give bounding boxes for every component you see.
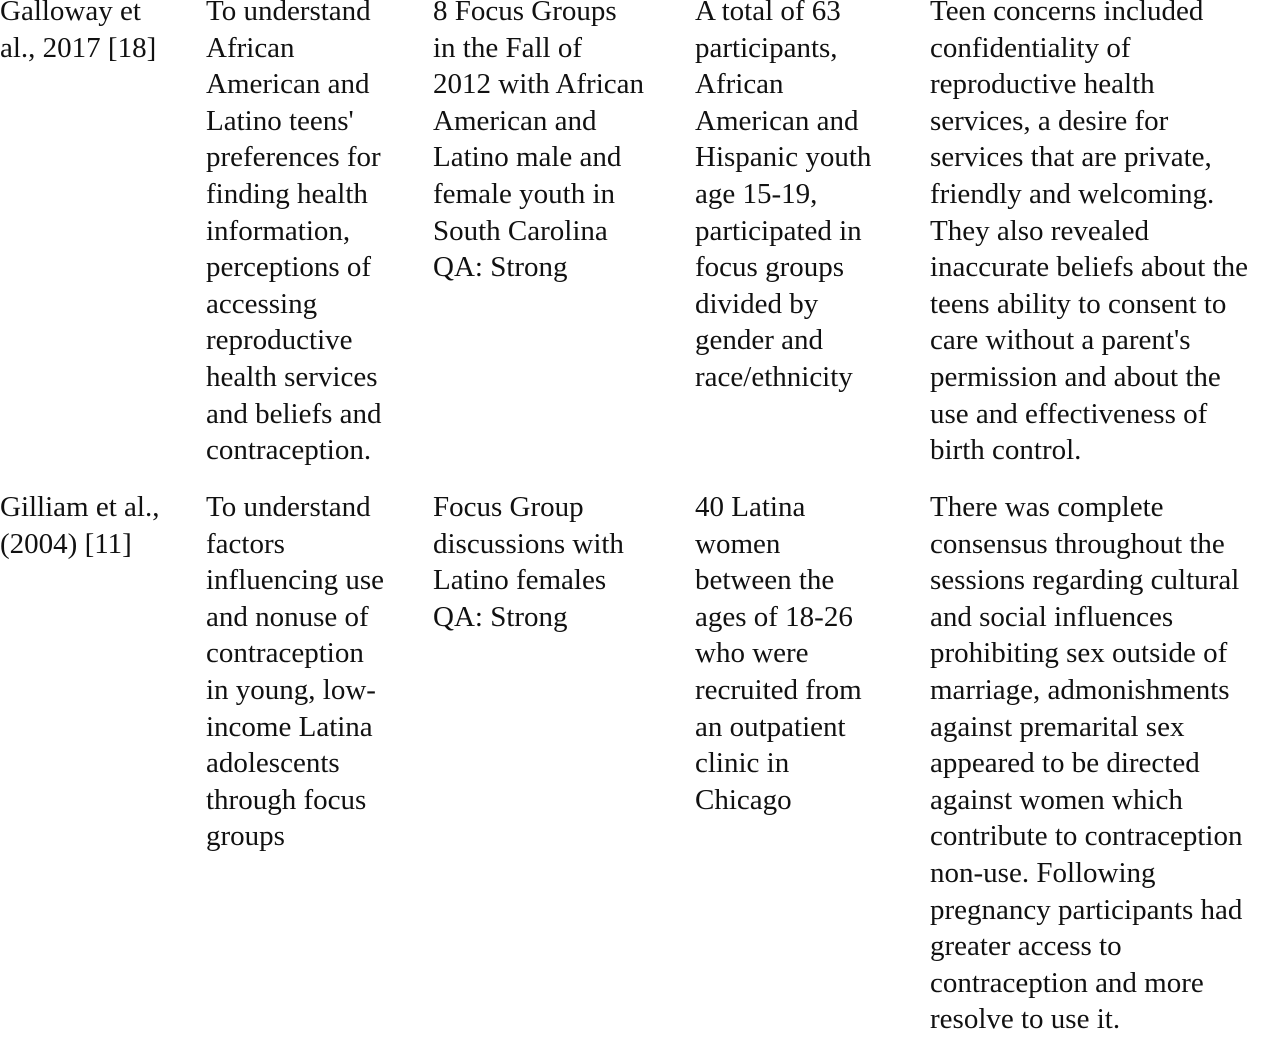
study-purpose-cell: To understand factors influencing use and nonuse of contraception in young, low- income Latina adolescents through focus groups (206, 491, 384, 853)
study-findings-cell: Teen concerns included confidentiality of reproductive health services, a desire for services that are private, friendly and welcoming. They also revealed inaccurate beliefs about the teens ability to consent to care without a parent's permission and about the use and effectiveness of birth control. (930, 0, 1249, 467)
study-citation-cell: Galloway et al., 2017 [18] (0, 0, 157, 64)
study-sample-cell: A total of 63 participants, African American and Hispanic youth age 15-19, participated in focus groups divided by gender and race/ethnicity (695, 0, 872, 393)
study-design-cell: Focus Group discussions with Latino females QA: Strong (433, 491, 624, 633)
study-citation-cell: Gilliam et al., (2004) [11] (0, 491, 160, 560)
study-sample-cell: 40 Latina women between the ages of 18-26 who were recruited from an outpatient clinic in Chicago (695, 491, 862, 816)
study-findings-cell: There was complete consensus throughout the sessions regarding cultural and social influences prohibiting sex outside of marriage, admonishments against premarital sex appeared to be directed against women which contribute to contraception non-use. Following pregnancy participants had greater access to contraception and more resolve to use it. (930, 491, 1243, 1036)
study-design-cell: 8 Focus Groups in the Fall of 2012 with African American and Latino male and female youth in South Carolina QA: Strong (433, 0, 645, 284)
study-purpose-cell: To understand African American and Latino teens' preferences for finding health information, perceptions of accessing reproductive health services and beliefs and contraception. (206, 0, 382, 467)
